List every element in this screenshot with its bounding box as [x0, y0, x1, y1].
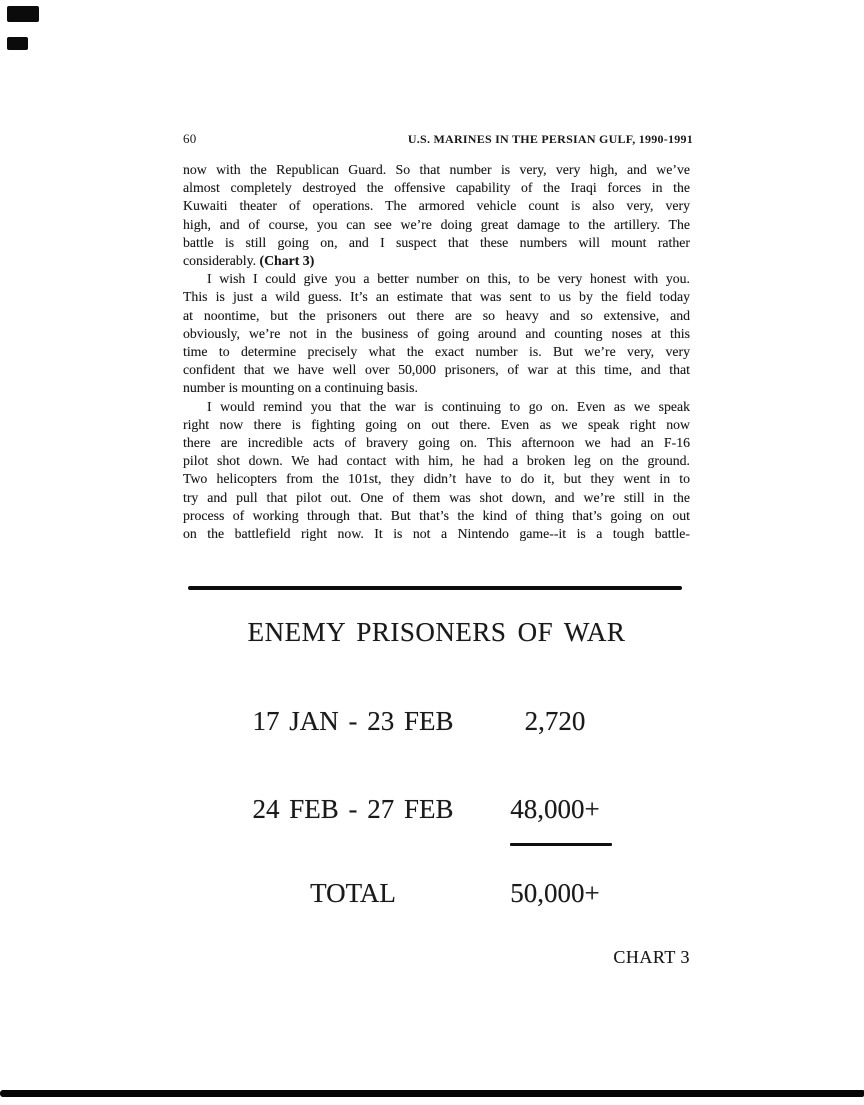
chart-row-total — [183, 876, 690, 910]
text-segment: considerably. — [183, 253, 260, 269]
chart-row — [183, 704, 690, 738]
text-segment: process of working through that. But that’s the kind of thing that’s going on out — [183, 507, 690, 523]
scan-artifact-mark-top-1 — [7, 6, 39, 22]
chart-row-value: 48,000+ — [510, 794, 600, 824]
chart-row-label: 24 FEB - 27 FEB — [252, 794, 454, 824]
text-line — [183, 470, 690, 488]
chart-title: ENEMY PRISONERS OF WAR — [247, 617, 626, 647]
text-segment: Two helicopters from the 101st, they didn’t have to do it, but they went in to — [183, 471, 690, 487]
text-segment: try and pull that pilot out. One of them was shot down, and we’re still in the — [183, 489, 690, 505]
paragraph — [183, 161, 690, 270]
text-line — [183, 252, 690, 270]
text-segment: Kuwaiti theater of operations. The armored vehicle count is also very, very — [183, 198, 690, 214]
text-segment: pilot shot down. We had contact with him, he had a broken leg on the ground. — [183, 453, 690, 469]
chart-caption: CHART 3 — [613, 947, 690, 967]
text-segment: This is just a wild guess. It’s an estimate that was sent to us by the field today — [183, 289, 690, 305]
text-line — [183, 525, 690, 543]
text-line — [183, 379, 690, 397]
chart-rows — [183, 704, 690, 910]
text-segment: confident that we have well over 50,000 prisoners, of war at this time, and that — [183, 362, 690, 378]
text-segment: right now there is fighting going on out there. Even as we speak right now — [183, 416, 690, 432]
text-segment: obviously, we’re not in the business of going around and counting noses at this — [183, 325, 690, 341]
text-segment: on the battlefield right now. It is not a Nintendo game--it is a tough battle- — [183, 526, 690, 542]
chart-row-value: 50,000+ — [510, 878, 600, 908]
bold-text-segment: (Chart 3) — [259, 253, 315, 269]
text-line — [183, 288, 690, 306]
text-line — [183, 161, 690, 179]
text-segment: at noontime, but the prisoners out there are so heavy and so extensive, and — [183, 307, 690, 323]
text-segment: time to determine precisely what the exact number is. But we’re very, very — [183, 344, 690, 360]
text-line — [183, 307, 690, 325]
text-line — [183, 398, 690, 416]
text-line — [183, 452, 690, 470]
body-text — [183, 161, 690, 543]
total-underline — [510, 843, 612, 846]
text-segment: high, and of course, you can see we’re doing great damage to the artillery. The — [183, 216, 690, 232]
text-line — [183, 416, 690, 434]
text-line — [183, 507, 690, 525]
text-line — [183, 197, 690, 215]
chart-row — [183, 792, 690, 826]
text-line — [183, 325, 690, 343]
text-segment: almost completely destroyed the offensive capability of the Iraqi forces in the — [183, 180, 690, 196]
text-segment: I would remind you that the war is continuing to go on. Even as we speak — [207, 398, 690, 414]
page-header — [183, 131, 693, 147]
text-line — [183, 216, 690, 234]
text-segment: number is mounting on a continuing basis. — [183, 380, 418, 396]
text-segment: battle is still going on, and I suspect that these numbers will mount rather — [183, 234, 690, 250]
page-number: 60 — [183, 131, 197, 146]
text-segment: I wish I could give you a better number on this, to be very honest with you. — [207, 271, 690, 287]
scan-artifact-bottom-bar — [0, 1090, 864, 1097]
text-line — [183, 361, 690, 379]
text-line — [183, 270, 690, 288]
chart-row-label: 17 JAN - 23 FEB — [252, 706, 454, 736]
running-title: U.S. MARINES IN THE PERSIAN GULF, 1990-1991 — [407, 132, 693, 146]
chart-top-rule — [188, 586, 682, 590]
paragraph — [183, 270, 690, 397]
text-line — [183, 434, 690, 452]
chart-row-label: TOTAL — [310, 878, 396, 908]
text-line — [183, 179, 690, 197]
text-segment: there are incredible acts of bravery going on. This afternoon we had an F-16 — [183, 435, 690, 451]
chart-row-value: 2,720 — [524, 706, 586, 736]
scan-artifact-mark-top-2 — [7, 37, 28, 50]
text-line — [183, 489, 690, 507]
text-segment: now with the Republican Guard. So that number is very, very high, and we’ve — [183, 162, 690, 177]
text-line — [183, 234, 690, 252]
paragraph — [183, 398, 690, 544]
text-line — [183, 343, 690, 361]
